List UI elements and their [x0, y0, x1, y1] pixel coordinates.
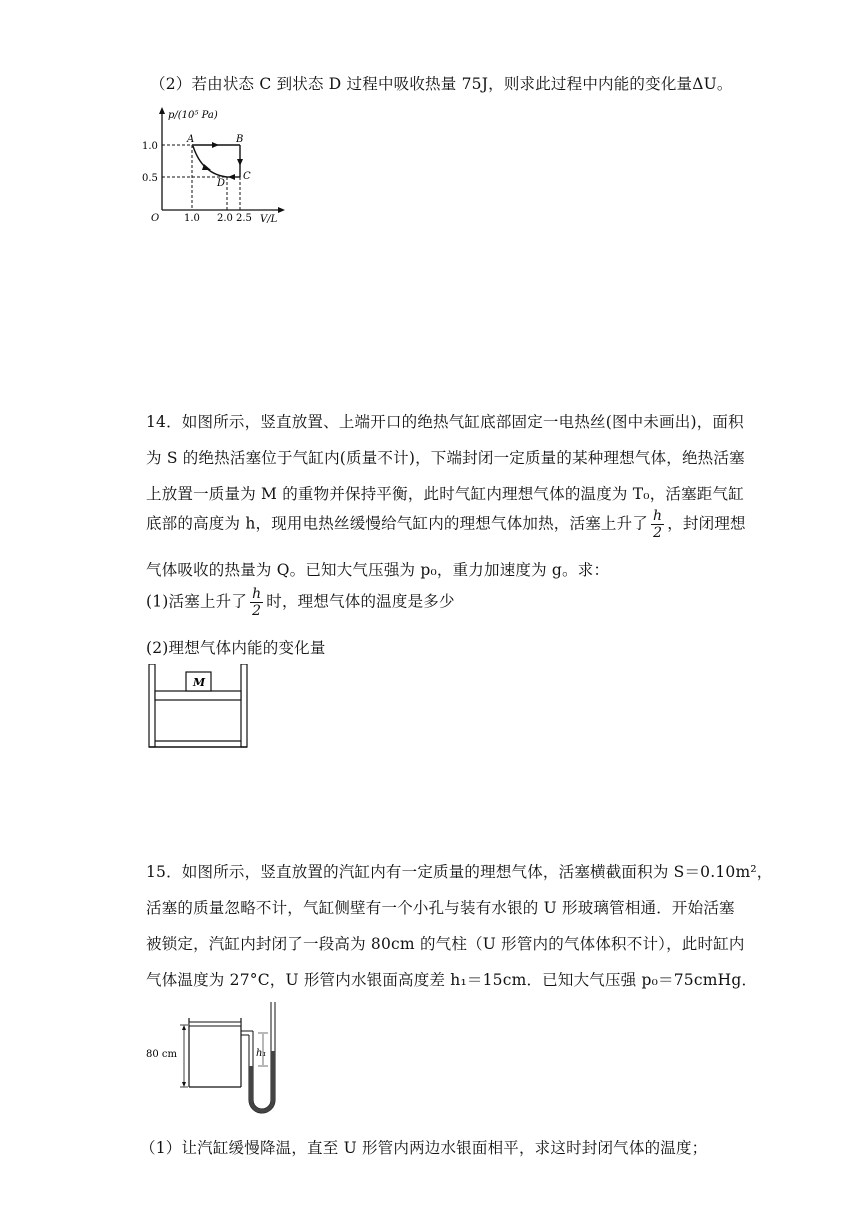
cylinder-figure — [146, 664, 250, 750]
q14-sub1: (1)活塞上升了 $\frac{h}{2}$ 时，理想气体的温度是多少 — [146, 586, 455, 619]
q15-line2: 活塞的质量忽略不计，气缸侧壁有一个小孔与装有水银的 U 形玻璃管相通．开始活塞 — [146, 899, 735, 917]
q15-line1: 15．如图所示，竖直放置的汽缸内有一定质量的理想气体，活塞横截面积为 S＝0.10m²， — [146, 863, 773, 881]
weight-m-label: M — [193, 676, 206, 689]
q14-sub2: (2)理想气体内能的变化量 — [146, 639, 326, 657]
x-tick-1: 1.0 — [184, 213, 200, 224]
fraction-h-over-2-b: $\frac{h}{2}$ — [252, 586, 262, 619]
x-axis-label: V/L — [260, 214, 278, 224]
x-tick-2: 2.0 — [217, 213, 233, 224]
point-c: C — [243, 171, 251, 182]
point-d: D — [217, 178, 226, 189]
y-axis-label: p/(10⁵ Pa) — [168, 110, 218, 121]
pv-graph — [140, 104, 290, 224]
q14-line4 — [146, 508, 746, 541]
q14-line5: 气体吸收的热量为 Q。已知大气压强为 p₀，重力加速度为 g。求： — [146, 561, 610, 579]
y-tick-1: 1.0 — [142, 141, 158, 152]
q13-part2-text: （2）若由状态 C 到状态 D 过程中吸收热量 75J，则求此过程中内能的变化量ΔU。 — [150, 75, 733, 93]
q15-line4: 气体温度为 27°C，U 形管内水银面高度差 h₁＝15cm．已知大气压强 p₀＝75cmHg． — [146, 971, 758, 989]
q14-line2: 为 S 的绝热活塞位于气缸内(质量不计)，下端封闭一定质量的某种理想气体，绝热活塞 — [146, 449, 745, 467]
y-tick-2: 0.5 — [142, 173, 158, 184]
q15-sub1: （1）让汽缸缓慢降温，直至 U 形管内两边水银面相平，求这时封闭气体的温度； — [140, 1139, 708, 1157]
q14-line3: 上放置一质量为 M 的重物并保持平衡，此时气缸内理想气体的温度为 T₀，活塞距气缸 — [146, 485, 744, 503]
height-80cm-label: 80 cm — [146, 1049, 177, 1060]
origin-label: O — [151, 213, 160, 224]
h1-label: h₁ — [256, 1048, 267, 1059]
q14-line4-b: ，封闭理想 — [667, 514, 746, 533]
q14-line1: 14．如图所示，竖直放置、上端开口的绝热气缸底部固定一电热丝(图中未画出)，面积 — [146, 413, 744, 431]
fraction-h-over-2: $\frac{h}{2}$ — [653, 508, 663, 541]
q15-line3: 被锁定，汽缸内封闭了一段高为 80cm 的气柱（U 形管内的气体体积不计），此时缸内 — [146, 935, 745, 953]
point-a: A — [187, 134, 195, 145]
u-tube-figure — [140, 1000, 290, 1118]
x-tick-3: 2.5 — [236, 213, 252, 224]
point-b: B — [236, 134, 244, 145]
q14-line4-a: 底部的高度为 h，现用电热丝缓慢给气缸内的理想气体加热，活塞上升了 — [146, 514, 649, 533]
